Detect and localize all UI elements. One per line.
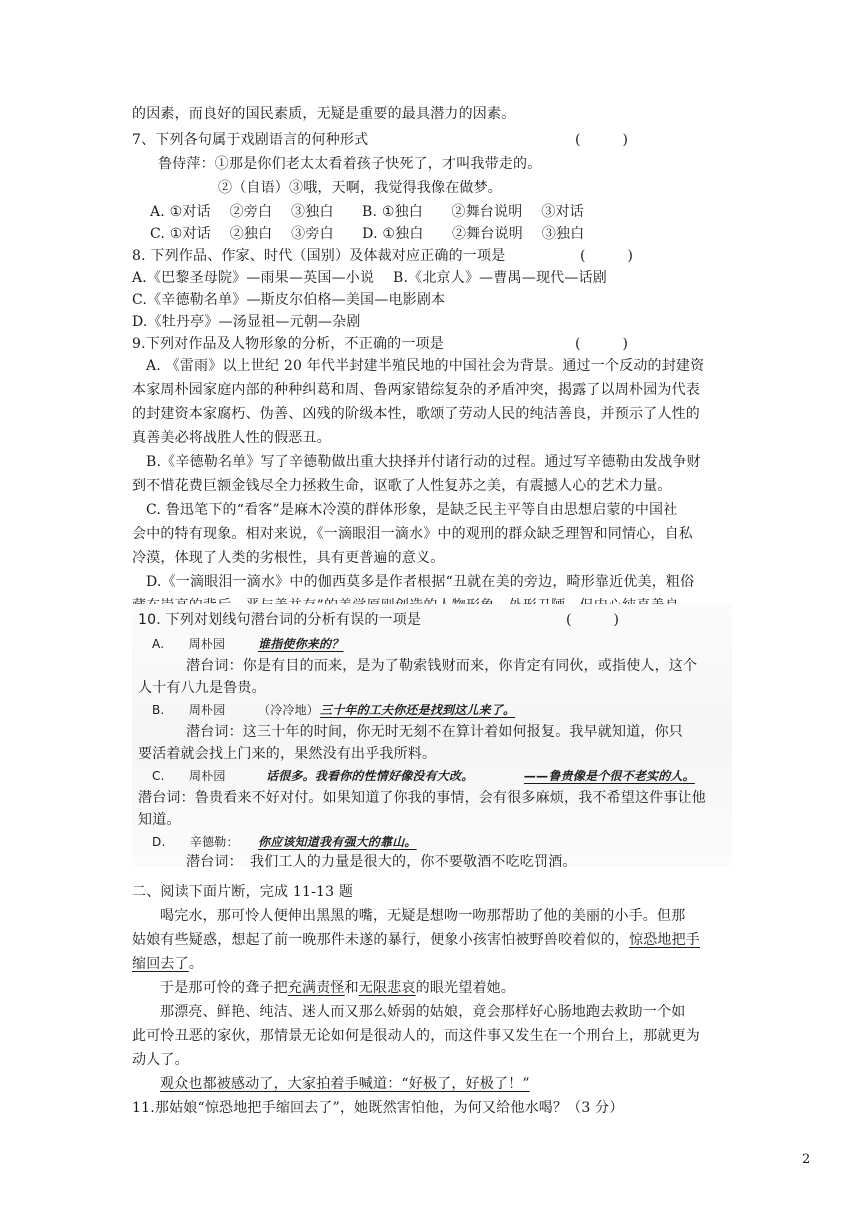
underlined-phrase: 惊恐地把手 [629,932,700,948]
subtext-line: 潜台词：你是有目的而来，是为了勒索钱财而来，你肯定有同伙，或指使人，这个 [186,658,698,674]
answer-blank: ( ) [580,248,633,264]
subtext-line: 潜台词： 我们工人的力量是很大的，你不要敬酒不吃吃罚酒。 [186,854,577,870]
option-speaker: C. 周朴园 [152,769,226,783]
answer-blank: ( ) [575,336,628,352]
subtext-line: 潜台词：这三十年的时间，你无时无刻不在算计着如何报复。我早就知道，你只 [186,724,683,740]
text-line: 话很多。我看你的性情好像没有大改。 [266,769,474,783]
text-line: 冷漠，体现了人类的劣根性，具有更普遍的意义。 [132,550,445,566]
option-speaker: A. 周朴园 [152,637,226,651]
option-line: A.《巴黎圣母院》—雨果—英国—小说 B.《北京人》—曹禺—现代—话剧 [132,270,607,286]
option-line: C.《辛德勒名单》—斯皮尔伯格—美国—电影剧本 [132,292,446,308]
text-line: 的因素，而良好的国民素质，无疑是重要的最具潜力的因素。 [132,106,516,122]
text-line: 于是那可怜的聋子把充满责怪和无限悲哀的眼光望着她。 [160,980,516,996]
option-line: A. ①对话 ②旁白 ③独白 B. ①独白 ②舞台说明 ③对话 [150,204,584,220]
section-heading: 二、阅读下面片断，完成 11-13 题 [132,884,354,900]
answer-blank: ( ) [575,132,628,148]
option-line: D.《牡丹亭》—汤显祖—元朝—杂剧 [132,314,361,330]
answer-blank: ( ) [566,612,619,628]
underlined-line: 三十年的工夫你还是找到这儿来了。 [320,703,516,717]
text-line: 那漂亮、鲜艳、纯洁、迷人而又那么娇弱的姑娘，竟会那样好心肠地跑去救助一个如 [160,1004,686,1020]
question-8: 8. 下列作品、作家、时代（国别）及体裁对应正确的一项是 [132,248,506,264]
text-line: 会中的特有现象。相对来说，《一滴眼泪一滴水》中的观刑的群众缺乏理智和同情心，自私 [132,526,693,542]
text-line: D.《一滴眼泪一滴水》中的伽西莫多是作者根据“丑就在美的旁边，畸形靠近优美，粗俗 [146,574,695,590]
option-line: C. ①对话 ②独白 ③旁白 D. ①独白 ②舞台说明 ③独白 [150,226,585,242]
text-line: 缩回去了。 [132,956,204,972]
option-speaker: D. 辛德勒： [152,835,239,849]
text-line: 动人了。 [132,1052,189,1068]
underlined-line: 谁指使你来的？ [258,637,344,651]
subtext-line: 知道。 [138,812,181,828]
subtext-line: 要活着就会找上门来的，果然没有出乎我所料。 [138,746,437,762]
question-7: 7、下列各句属于戏剧语言的何种形式 [132,132,369,148]
text-line: C. 鲁迅笔下的“看客”是麻木冷漠的群体形象，是缺乏民主平等自由思想启蒙的中国社 [146,502,678,518]
underlined-phrase: 缩回去了 [132,956,189,972]
text-line: A. 《雷雨》以上世纪 20 年代半封建半殖民地的中国社会为背景。通过一个反动的封建资 [146,358,705,374]
underlined-line: ——鲁贵像是个很不老实的人。 [524,769,695,783]
question-10: 10. 下列对划线句潜台词的分析有误的一项是 [138,612,422,628]
question-9: 9.下列对作品及人物形象的分析，不正确的一项是 [132,336,444,352]
text-line: 喝完水，那可怜人便伸出黑黑的嘴，无疑是想吻一吻那帮助了他的美丽的小手。但那 [160,908,686,924]
text-line: 姑娘有些疑惑，想起了前一晚那件未遂的暴行，便象小孩害怕被野兽咬着似的，惊恐地把手 [132,932,700,948]
subtext-line: 人十有八九是鲁贵。 [138,680,266,696]
option-speaker: B. 周朴园 [152,703,226,717]
underlined-phrase: 充满责怪 [287,980,345,996]
text-line: 的封建资本家腐朽、伪善、凶残的阶级本性，歌颂了劳动人民的纯洁善良，并预示了人性的 [132,406,700,422]
text-line: 到不惜花费巨额金钱尽全力拯救生命，讴歌了人性复苏之美，有震撼人心的艺术力量。 [132,478,672,494]
question-11: 11.那姑娘“惊恐地把手缩回去了”，她既然害怕他，为何又给他水喝？（3 分） [132,1100,624,1116]
text-line: 本家周朴园家庭内部的种种纠葛和周、鲁两家错综复杂的矛盾冲突，揭露了以周朴园为代表 [132,382,700,398]
text-line: ②（自语）③哦，天啊，我觉得我像在做梦。 [218,180,502,196]
page-number: 2 [802,1152,811,1167]
underlined-phrase: 无限悲哀 [358,980,416,996]
underlined-line: 你应该知道我有强大的靠山。 [258,835,417,849]
subtext-line: 潜台词：鲁贵看来不好对付。如果知道了你我的事情，会有很多麻烦，我不希望这件事让他 [138,790,706,806]
stage-direction: （冷冷地） [258,703,320,717]
text-line: 真善美必将战胜人性的假恶丑。 [132,430,331,446]
text-line: B.《辛德勒名单》写了辛德勒做出重大抉择并付诸行动的过程。通过写辛德勒由发战争财 [146,454,701,470]
text-line: 鲁侍萍：①那是你们老太太看着孩子快死了，才叫我带走的。 [158,156,542,172]
underlined-sentence: 观众也都被感动了，大家拍着手喊道：“好极了，好极了！” [160,1076,530,1092]
text-line: 此可怜丑恶的家伙，那情景无论如何是很动人的，而这件事又发生在一个刑台上，那就更为 [132,1028,700,1044]
